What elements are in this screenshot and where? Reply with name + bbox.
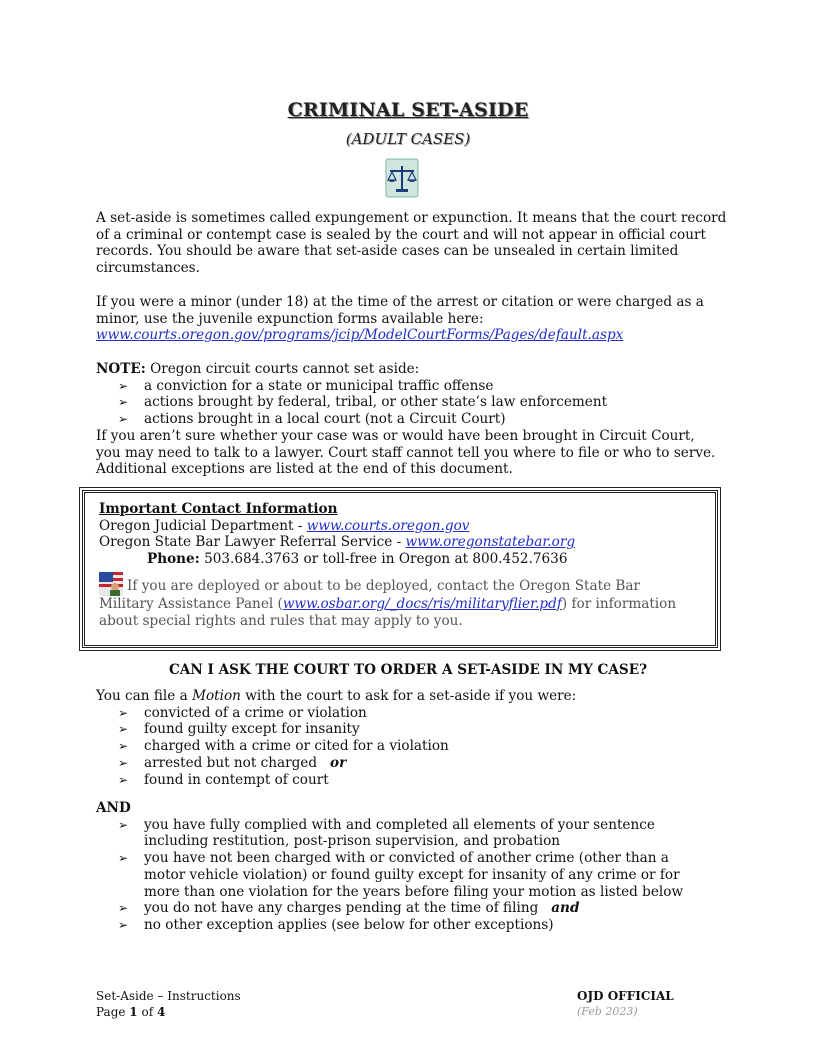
arrow-bullet-icon: ➢ [118,917,129,932]
list-item: ➢ found guilty except for insanity [118,721,360,738]
list-item: ➢ convicted of a crime or violation [118,704,367,721]
note-label: NOTE: [96,361,146,377]
list-item: ➢ you have fully complied with and completed all elements of your sentence including restitution, post-prison supervision, and probation [118,816,655,850]
arrow-bullet-icon: ➢ [118,378,129,393]
and-list [96,817,706,934]
list-item: ➢ actions brought in a local court (not a Circuit Court) [118,411,506,428]
footer-left [96,988,241,1020]
intro-paragraph: A set-aside is sometimes called expungement or expunction. It means that the court record of a criminal or contempt case is sealed by the court and will not appear in official court records. You should be aware that set-aside cases can be unsealed in certain limited circumstances. [96,210,727,277]
page-title: CRIMINAL SET-ASIDE [287,99,529,121]
military-note: If you are deployed or about to be deployed, contact the Oregon State Bar Military Assistance Panel (www.osbar.org/_docs/ris/militaryflier.pdf) for information about special rights and rules that may apply to you. [99,572,699,629]
juvenile-forms-link[interactable]: www.courts.oregon.gov/programs/jcip/ModelCourtForms/Pages/default.aspx [96,327,624,344]
eligibility-list [96,705,736,789]
arrow-bullet-icon: ➢ [118,755,129,770]
footer-official: OJD OFFICIAL [577,989,674,1003]
scales-of-justice-icon [385,158,419,198]
arrow-bullet-icon: ➢ [118,722,129,737]
and-word: and [551,900,580,917]
note-after: If you aren’t sure whether your case was or would have been brought in Circuit Court, you may need to talk to a lawyer. Court staff cannot tell you where to file or who to serve. Additional exceptions are listed at the end of this document. [96,427,716,478]
list-item: ➢ found in contempt of court [118,771,329,788]
footer-date: (Feb 2023) [577,1005,638,1018]
ojd-link[interactable]: www.courts.oregon.gov [306,517,470,534]
list-item: ➢ you do not have any charges pending at the time of filing and [118,900,580,917]
list-item: ➢ a conviction for a state or municipal traffic offense [118,377,494,394]
footer-right [577,988,674,1020]
military-flag-icon [99,572,123,596]
arrow-bullet-icon: ➢ [118,772,129,787]
arrow-bullet-icon: ➢ [118,851,129,866]
ojd-line: Oregon Judicial Department - www.courts.oregon.gov [99,517,470,534]
note-section [96,361,716,478]
list-item: ➢ charged with a crime or cited for a violation [118,738,449,755]
and-label: AND [96,800,131,816]
arrow-bullet-icon: ➢ [118,412,129,427]
page-subtitle: (ADULT CASES) [345,130,471,148]
osb-link[interactable]: www.oregonstatebar.org [405,534,576,551]
military-flier-link[interactable]: www.osbar.org/_docs/ris/militaryflier.pdf [282,595,562,612]
juvenile-paragraph: If you were a minor (under 18) at the time of the arrest or citation or were charged as a minor, use the juvenile expunction forms available here: www.courts.oregon.gov/programs/jcip/ModelCourtForms/Pages/default.aspx [96,294,704,344]
list-item: ➢ you have not been charged with or convicted of another crime (other than a motor vehicle violation) or found guilty except for insanity of any crime or for more than one violation for the years before filing your motion as listed below [118,850,684,900]
motion-word: Motion [192,688,241,704]
note-text: Oregon circuit courts cannot set aside: [150,361,420,377]
arrow-bullet-icon: ➢ [118,739,129,754]
osb-line: Oregon State Bar Lawyer Referral Service - www.oregonstatebar.org [99,534,576,551]
or-word: or [330,754,347,771]
list-item: ➢ actions brought by federal, tribal, or other state’s law enforcement [118,394,608,411]
contact-info-box [82,490,718,648]
list-item: ➢ no other exception applies (see below for other exceptions) [118,916,554,933]
arrow-bullet-icon: ➢ [118,395,129,410]
list-item: ➢ arrested but not charged or [118,754,347,771]
section-heading: CAN I ASK THE COURT TO ORDER A SET-ASIDE IN MY CASE? [168,662,648,678]
phone-line: Phone: 503.684.3763 or toll-free in Oregon at 800.452.7636 [147,551,568,568]
footer-doc-name: Set-Aside – Instructions [96,989,241,1003]
and-section [96,800,706,934]
arrow-bullet-icon: ➢ [118,901,129,916]
eligibility-section: You can file a Motion with the court to ask for a set-aside if you were: ➢ convicted of a crime or violation ➢ found guilty except for insanity ➢ charged with a crime or cited for a violation ➢ arrested but not charged or ➢ found in contempt of court [96,688,736,788]
arrow-bullet-icon: ➢ [118,817,129,832]
contact-title: Important Contact Information [99,501,338,517]
arrow-bullet-icon: ➢ [118,705,129,720]
footer-page-number: Page 1 of 4 [96,1005,166,1019]
note-list [96,378,716,428]
